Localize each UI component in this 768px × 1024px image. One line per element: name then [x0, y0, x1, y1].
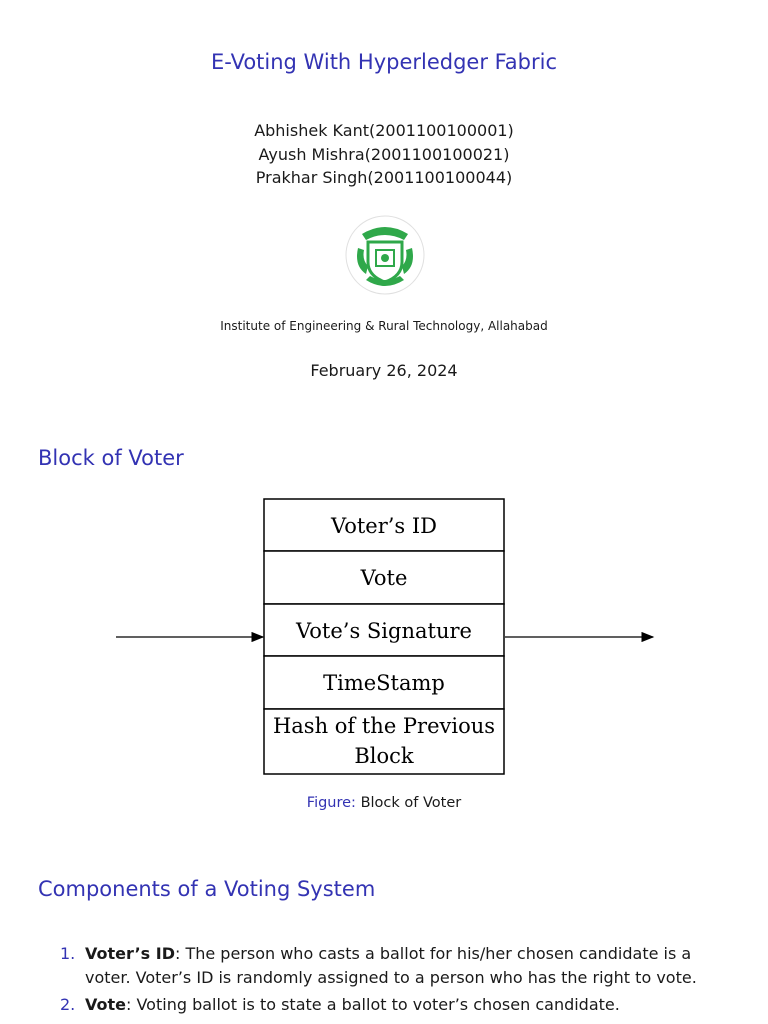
list-item-text: : Voting ballot is to state a ballot to voter’s chosen candidate.: [126, 995, 620, 1014]
block-field-vote: Vote: [360, 566, 408, 590]
list-item: [60, 942, 740, 989]
college-crest-icon: [344, 214, 426, 296]
figure-caption: [0, 795, 768, 811]
block-field-previous-hash-cont: Block: [354, 744, 414, 768]
presentation-date: February 26, 2024: [310, 361, 458, 380]
components-list: [60, 942, 740, 1021]
author-name: Ayush Mishra(2001100100021): [258, 144, 510, 164]
frame-title-block-of-voter: Block of Voter: [38, 446, 184, 470]
block-field-signature: Vote’s Signature: [296, 619, 472, 643]
list-item: [60, 993, 740, 1017]
list-item-number: 1.: [60, 944, 76, 963]
presentation-title: E-Voting With Hyperledger Fabric: [210, 50, 558, 74]
author-list: [0, 119, 768, 190]
voter-block-diagram: [0, 490, 768, 790]
block-field-voter-id: Voter’s ID: [330, 514, 438, 538]
list-item-term: Vote: [85, 995, 126, 1014]
figure-caption-text: Block of Voter: [360, 795, 462, 811]
block-field-timestamp: TimeStamp: [323, 671, 445, 695]
block-field-previous-hash: Hash of the Previous: [272, 714, 496, 738]
author-name: Prakhar Singh(2001100100044): [255, 168, 513, 187]
list-item-number: 2.: [60, 995, 76, 1014]
list-item-text: : The person who casts a ballot for his/her chosen candidate is a voter. Voter’s ID is randomly assigned to a person who has the right to vote.: [85, 944, 697, 987]
list-item-term: Voter’s ID: [85, 944, 175, 963]
figure-label: Figure:: [306, 795, 356, 811]
author-name: Abhishek Kant(2001100100001): [254, 121, 514, 140]
institute-name: Institute of Engineering & Rural Technology, Allahabad: [220, 319, 548, 333]
frame-title-components: Components of a Voting System: [38, 877, 376, 901]
